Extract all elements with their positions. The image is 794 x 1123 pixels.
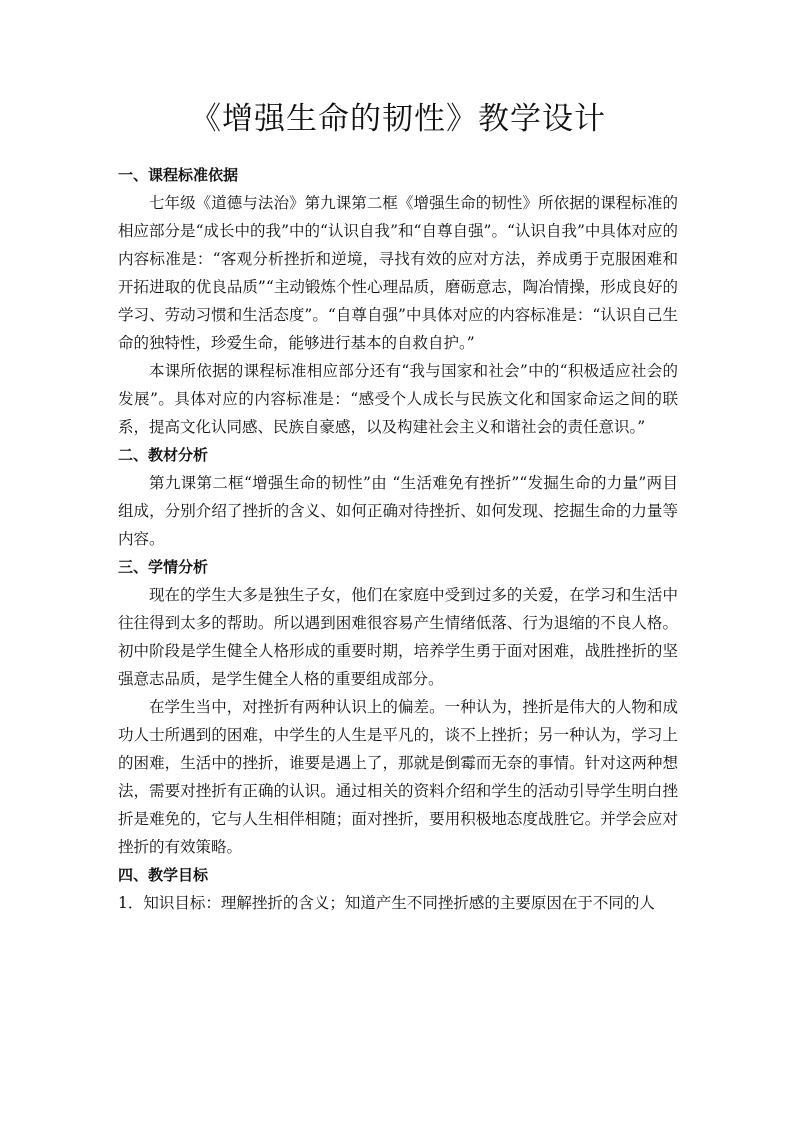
paragraph: 七年级《道德与法治》第九课第二框《增强生命的韧性》所依据的课程标准的相应部分是“成长中的我”中的“认识自我”和“自尊自强”。“认识自我”中具体对应的内容标准是：“客观分析挫折和逆境，寻找有效的应对方法，养成勇于克服困难和开拓进取的优良品质”“主动锻炼个性心理品质，磨砺意志，陶冶情操，形成良好的学习、劳动习惯和生活态度”。“自尊自强”中具体对应的内容标准是：“认识自己生命的独特性，珍爱生命，能够进行基本的自救自护。” xyxy=(118,194,678,352)
paragraph: 在学生当中，对挫折有两种认识上的偏差。一种认为，挫折是伟大的人物和成功人士所遇到的困难，中学生的人生是平凡的，谈不上挫折；另一种认为，学习上的困难，生活中的挫折，谁要是遇上了，那就是倒霉而无奈的事情。针对这两种想法，需要对挫折有正确的认识。通过相关的资料介绍和学生的活动引导学生明白挫折是难免的，它与人生相伴相随；面对挫折，要用积极地态度战胜它。并学会应对挫折的有效策略。 xyxy=(118,698,678,856)
paragraph: 第九课第二框“增强生命的韧性”由 “生活难免有挫折”“发掘生命的力量”两目组成，分别介绍了挫折的含义、如何正确对待挫折、如何发现、挖掘生命的力量等内容。 xyxy=(118,474,678,548)
section-textbook-analysis xyxy=(118,441,678,553)
paragraph: 1．知识目标：理解挫折的含义；知道产生不同挫折感的主要原因在于不同的人 xyxy=(118,894,655,912)
document-page xyxy=(118,0,678,917)
paragraph: 现在的学生大多是独生子女，他们在家庭中受到过多的关爱，在学习和生活中往往得到太多的帮助。所以遇到困难很容易产生情绪低落、行为退缩的不良人格。初中阶段是学生健全人格形成的重要时期，培养学生勇于面对困难，战胜挫折的坚强意志品质，是学生健全人格的重要组成部分。 xyxy=(118,586,678,688)
section-heading: 三、学情分析 xyxy=(118,558,209,576)
section-curriculum-standard xyxy=(118,161,678,441)
section-student-analysis xyxy=(118,553,678,861)
paragraph: 本课所依据的课程标准相应部分还有“我与国家和社会”中的“积极适应社会的发展”。具体对应的内容标准是：“感受个人成长与民族文化和国家命运之间的联系，提高文化认同感、民族自豪感，以及构建社会主义和谐社会的责任意识。” xyxy=(118,362,678,436)
section-heading: 二、教材分析 xyxy=(118,446,209,464)
section-heading: 一、课程标准依据 xyxy=(118,166,239,184)
document-title: 《增强生命的韧性》教学设计 xyxy=(190,101,606,137)
section-heading: 四、教学目标 xyxy=(118,866,209,884)
section-teaching-objectives xyxy=(118,861,678,917)
